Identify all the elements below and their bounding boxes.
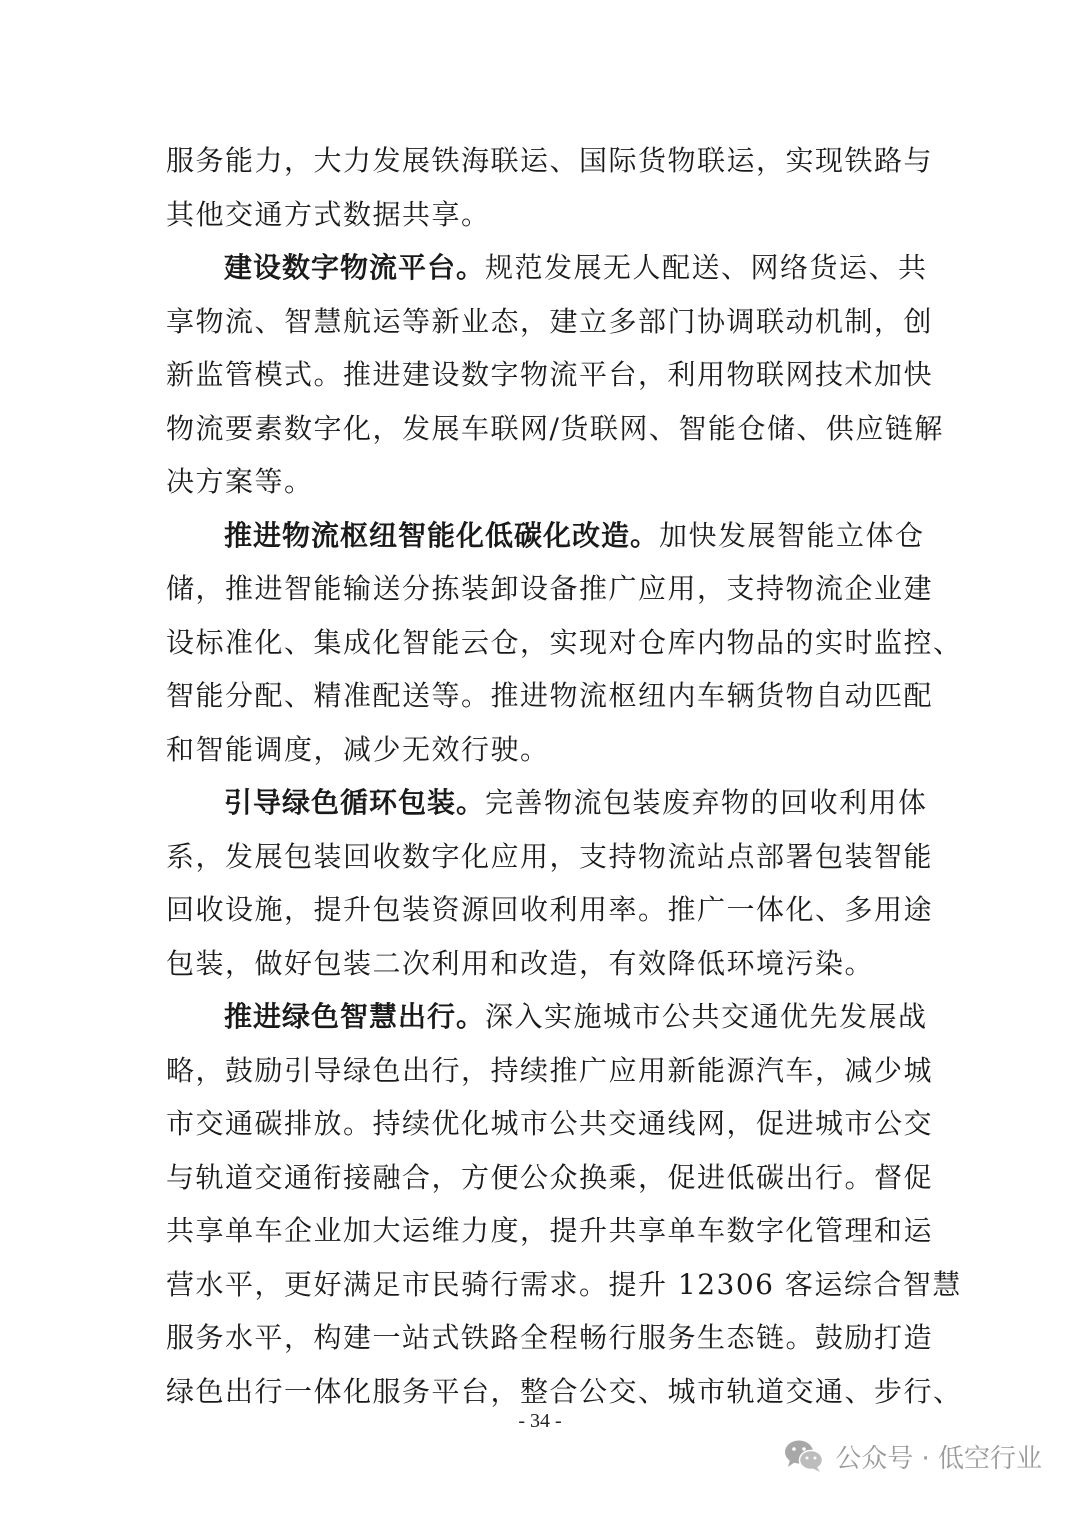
- text-line: 服务水平，构建一站式铁路全程畅行服务生态链。鼓励打造: [166, 1321, 934, 1354]
- text-line: 设标准化、集成化智能云仓，实现对仓库内物品的实时监控、: [166, 625, 963, 659]
- text-run: 深入实施城市公共交通优先发展战: [485, 1000, 928, 1033]
- text-line: 储，推进智能输送分拣装卸设备推广应用，支持物流企业建: [166, 572, 934, 605]
- paragraph-heading: 引导绿色循环包装。: [224, 786, 486, 819]
- text-line: 其他交通方式数据共享。: [166, 197, 491, 231]
- paragraph-first-line: [166, 776, 928, 830]
- text-line: 决方案等。: [166, 465, 314, 498]
- text-line: 绿色出行一体化服务平台，整合公交、城市轨道交通、步行、: [166, 1374, 963, 1408]
- text-line: 和智能调度，减少无效行驶。: [166, 732, 550, 766]
- wechat-icon: [783, 1438, 825, 1474]
- text-line: 享物流、智慧航运等新业态，建立多部门协调联动机制，创: [166, 304, 934, 338]
- paragraph-heading: 推进物流枢纽智能化低碳化改造。: [224, 518, 660, 552]
- watermark-text: 公众号 · 低空行业: [835, 1443, 1042, 1474]
- text-line: 与轨道交通衔接融合，方便公众换乘，促进低碳出行。督促: [166, 1160, 934, 1194]
- text-line: 市交通碳排放。持续优化城市公共交通线网，促进城市公交: [166, 1107, 934, 1140]
- text-line: 物流要素数字化，发展车联网/货联网、智能仓储、供应链解: [166, 411, 944, 445]
- text-line: 营水平，更好满足市民骑行需求。提升 12306 客运综合智慧: [166, 1267, 962, 1301]
- text-line: 新监管模式。推进建设数字物流平台，利用物联网技术加快: [166, 358, 934, 391]
- document-body: [166, 134, 963, 1418]
- text-line: 服务能力，大力发展铁海联运、国际货物联运，实现铁路与: [166, 144, 934, 177]
- paragraph-heading: 推进绿色智慧出行。: [224, 1000, 486, 1033]
- text-run: 加快发展智能立体仓: [659, 518, 925, 552]
- page-number: - 34 -: [518, 1410, 562, 1432]
- paragraph-first-line: [166, 509, 925, 563]
- text-line: 系，发展包装回收数字化应用，支持物流站点部署包装智能: [166, 839, 934, 873]
- text-line: 共享单车企业加大运维力度，提升共享单车数字化管理和运: [166, 1214, 934, 1247]
- paragraph-first-line: [166, 990, 928, 1044]
- text-run: 规范发展无人配送、网络货运、共: [485, 251, 928, 284]
- paragraph-heading: 建设数字物流平台。: [224, 251, 486, 284]
- wechat-watermark: [783, 1436, 1042, 1476]
- text-line: 智能分配、精准配送等。推进物流枢纽内车辆货物自动匹配: [166, 679, 934, 712]
- text-line: 包装，做好包装二次利用和改造，有效降低环境污染。: [166, 946, 875, 980]
- paragraph-first-line: [166, 241, 928, 295]
- text-line: 回收设施，提升包装资源回收利用率。推广一体化、多用途: [166, 893, 934, 926]
- text-line: 略，鼓励引导绿色出行，持续推广应用新能源汽车，减少城: [166, 1053, 934, 1087]
- text-run: 完善物流包装废弃物的回收利用体: [485, 786, 928, 819]
